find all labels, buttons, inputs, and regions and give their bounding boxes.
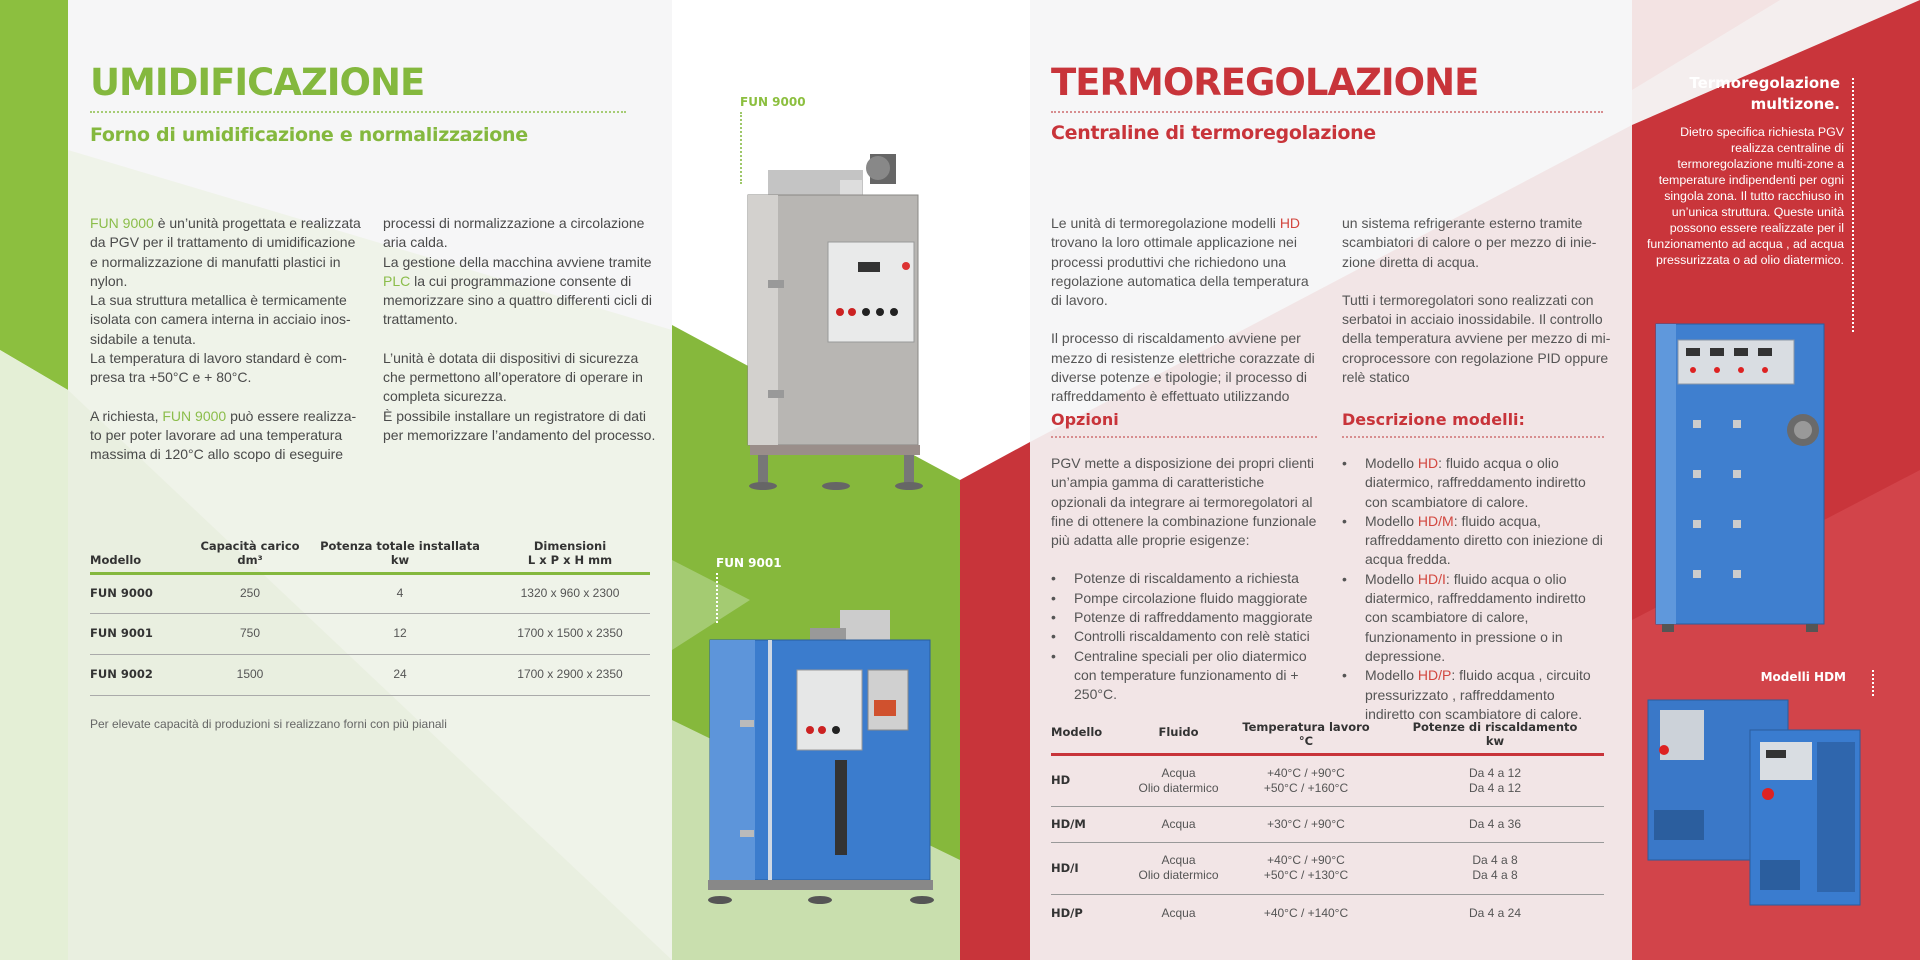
cell: Acqua bbox=[1161, 816, 1196, 831]
paragraph-text: Le unità di termoregolazione modelli bbox=[1051, 215, 1280, 231]
section-divider bbox=[1051, 436, 1317, 438]
intro-column-2 bbox=[383, 214, 658, 445]
opzioni-heading: Opzioni bbox=[1051, 410, 1119, 429]
cell: HD/P bbox=[1051, 905, 1083, 920]
paragraph: La sua struttura metallica è termicamente isolata con camera interna in acciaio inos-sidabile a tenuta. bbox=[90, 292, 351, 347]
section-divider bbox=[1342, 436, 1604, 438]
leader-line bbox=[1852, 78, 1854, 332]
table-row bbox=[1051, 754, 1604, 806]
modelli-list bbox=[1342, 454, 1604, 724]
cell: 1700 x 1500 x 2350 bbox=[517, 626, 623, 640]
paragraph-text: può essere realizza-to per poter lavorare ad una temperatura massima di 120°C allo scopo di eseguire bbox=[90, 407, 357, 463]
opzioni-list bbox=[1051, 569, 1321, 704]
table-row bbox=[90, 654, 650, 695]
list-item: • Controlli riscaldamento con relè statici bbox=[1051, 627, 1321, 646]
model-highlight: HD/M bbox=[1417, 512, 1454, 529]
multizone-description: Dietro specifica richiesta PGV realizza centraline di termoregolazione multi-zone a temperature indipendenti per ogni singola zona. Il tutto racchiuso in un’unica struttura. Queste unità possono essere realizzate per il funzionamento ad acqua , ad acqua pressurizzata o ad olio diatermico. bbox=[1646, 125, 1844, 267]
col-header: Capacità carico dm³ bbox=[200, 538, 300, 567]
item-text: : fluido acqua , circuito pressurizzato , raffreddamento indiretto con scambiatore di calore. bbox=[1365, 667, 1591, 722]
subtitle-termoregolazione: Centraline di termoregolazione bbox=[1051, 122, 1376, 144]
intro-column-1 bbox=[1051, 214, 1317, 407]
list-item bbox=[1342, 512, 1604, 570]
cell: FUN 9000 bbox=[90, 586, 153, 600]
col-header: Fluido bbox=[1158, 724, 1199, 739]
cell: 24 bbox=[393, 667, 407, 681]
intro-column-1 bbox=[90, 214, 362, 465]
item-text: Modello bbox=[1365, 667, 1418, 684]
item-text: : fluido acqua, raffreddamento diretto con iniezione di acqua fredda. bbox=[1365, 512, 1603, 568]
table-header-row bbox=[90, 533, 650, 573]
cell: 1700 x 2900 x 2350 bbox=[517, 667, 623, 681]
paragraph-text: trovano la loro ottimale applicazione nei processi produttivi che richiedono una regolazione automatica della temperatura di lavoro. bbox=[1051, 234, 1309, 309]
list-item: • Pompe circolazione fluido maggiorate bbox=[1051, 589, 1321, 608]
paragraph: PGV mette a disposizione dei propri clienti un’ampia gamma di caratteristiche opzionali da integrare ai termoregolatori al fine di ottenere la combinazione funzionale più adatta alle proprie esigenze: bbox=[1051, 455, 1317, 549]
table-row bbox=[1051, 894, 1604, 932]
footnote: Per elevate capacità di produzioni si realizzano forni con più pianali bbox=[90, 717, 447, 731]
plc-highlight: PLC bbox=[383, 272, 411, 289]
fun-spec-table bbox=[90, 533, 650, 696]
item-text: : fluido acqua o olio diatermico, raffreddamento indiretto con scambiatore di calore, funzionamento in pressione o in depressione. bbox=[1365, 570, 1586, 664]
model-highlight: HD bbox=[1417, 455, 1439, 471]
cell: +30°C / +90°C bbox=[1267, 816, 1345, 831]
table-row bbox=[1051, 842, 1604, 894]
cell: +40°C / +90°C +50°C / +130°C bbox=[1263, 853, 1349, 882]
paragraph: La temperatura di lavoro standard è com-presa tra +50°C e + 80°C. bbox=[90, 350, 347, 386]
hdm-units-image bbox=[1642, 690, 1872, 920]
col-header: Potenza totale installata kw bbox=[320, 538, 480, 567]
cell: 750 bbox=[239, 626, 261, 640]
hd-spec-table bbox=[1051, 716, 1604, 932]
item-text: Modello bbox=[1365, 570, 1418, 587]
paragraph bbox=[383, 253, 658, 330]
cell: HD/I bbox=[1051, 860, 1079, 875]
paragraph: Tutti i termoregolatori sono realizzati con serbatoi in acciaio inossidabile. Il controllo della temperatura avviene per mezzo di mi-croprocessore con regolazione PID oppure relè statico bbox=[1342, 291, 1611, 386]
model-highlight: HD bbox=[1279, 215, 1301, 231]
cell: Da 4 a 36 bbox=[1468, 816, 1522, 831]
cell: 4 bbox=[396, 586, 404, 600]
cell: FUN 9002 bbox=[90, 667, 153, 681]
intro-column-2 bbox=[1342, 214, 1612, 387]
product-label-fun9001: FUN 9001 bbox=[716, 556, 782, 570]
page-title-termoregolazione: TERMOREGOLAZIONE bbox=[1051, 61, 1479, 104]
item-text: : fluido acqua o olio diatermico, raffreddamento indiretto con scambiatore di calore. bbox=[1365, 455, 1586, 510]
col-header: Modello bbox=[1051, 724, 1103, 739]
modelli-hdm-label: Modelli HDM bbox=[1760, 670, 1846, 684]
cell: FUN 9001 bbox=[90, 626, 153, 640]
fun9001-oven-image bbox=[700, 600, 945, 910]
multizone-title: Termoregolazione multizone. bbox=[1689, 74, 1840, 113]
list-item: • Centraline speciali per olio diatermico con temperature funzionamento di + 250°C. bbox=[1051, 647, 1321, 705]
paragraph: Il processo di riscaldamento avviene per mezzo di resistenze elettriche corazzate di diverse potenze e tipologie; il processo di raffreddamento è effettuato utilizzando bbox=[1051, 330, 1315, 405]
table-row bbox=[90, 613, 650, 654]
paragraph: un sistema refrigerante esterno tramite scambiatori di calore o per mezzo di inie-zione diretta di acqua. bbox=[1342, 215, 1597, 270]
title-divider bbox=[90, 111, 626, 113]
title-divider bbox=[1051, 111, 1603, 113]
list-item bbox=[1342, 570, 1604, 666]
cell: Acqua bbox=[1161, 905, 1196, 920]
paragraph bbox=[90, 214, 362, 291]
cell: Da 4 a 8 Da 4 a 8 bbox=[1472, 853, 1518, 882]
col-header: Modello bbox=[90, 552, 142, 567]
cell: Acqua Olio diatermico bbox=[1138, 853, 1219, 882]
cell: 1500 bbox=[236, 667, 264, 681]
table-header-row bbox=[1051, 716, 1604, 754]
cell: HD bbox=[1051, 773, 1071, 787]
model-highlight: HD/P bbox=[1417, 667, 1452, 684]
cell: Da 4 a 24 bbox=[1468, 905, 1522, 920]
paragraph-text: A richiesta, bbox=[90, 407, 163, 424]
model-highlight: HD/I bbox=[1417, 570, 1446, 587]
multizone-unit-image bbox=[1648, 320, 1828, 640]
item-text: Modello bbox=[1365, 512, 1418, 529]
cell: 1320 x 960 x 2300 bbox=[520, 586, 620, 600]
paragraph: È possibile installare un registratore di dati per memorizzare l’andamento del processo. bbox=[383, 407, 656, 443]
paragraph bbox=[90, 407, 362, 465]
paragraph: processi di normalizzazione a circolazione aria calda. bbox=[383, 215, 645, 251]
item-text: Modello bbox=[1365, 455, 1418, 471]
leader-line bbox=[1872, 670, 1874, 696]
cell: +40°C / +90°C +50°C / +160°C bbox=[1263, 765, 1349, 795]
cell: 250 bbox=[239, 586, 261, 600]
cell: 12 bbox=[393, 626, 407, 640]
paragraph-text: è un’unità progettata e realizzata da PGV per il trattamento di umidificazione e normalizzazione di manufatti plastici in nylon. bbox=[90, 215, 361, 289]
list-item: • Potenze di raffreddamento maggiorate bbox=[1051, 608, 1321, 627]
list-item bbox=[1342, 454, 1604, 512]
product-label-fun9000: FUN 9000 bbox=[740, 95, 806, 109]
paragraph-text: La gestione della macchina avviene tramite bbox=[383, 253, 652, 270]
subtitle-umidificazione: Forno di umidificazione e normalizzazione bbox=[90, 124, 528, 146]
paragraph-text: la cui programmazione consente di memorizzare sino a quattro differenti cicli di trattamento. bbox=[383, 272, 652, 328]
cell: Acqua Olio diatermico bbox=[1138, 765, 1219, 795]
col-header: Potenze di riscaldamento kw bbox=[1412, 719, 1578, 748]
col-header: Temperatura lavoro °C bbox=[1242, 719, 1370, 748]
list-item: • Potenze di riscaldamento a richiesta bbox=[1051, 569, 1321, 588]
paragraph bbox=[1051, 214, 1317, 310]
table-row bbox=[90, 573, 650, 613]
product-name: FUN 9000 bbox=[162, 407, 227, 424]
col-header: Dimensioni L x P x H mm bbox=[527, 538, 613, 567]
fun9000-oven-image bbox=[728, 150, 938, 500]
opzioni-text bbox=[1051, 454, 1321, 705]
modelli-heading: Descrizione modelli: bbox=[1342, 410, 1525, 429]
cell: +40°C / +140°C bbox=[1263, 905, 1349, 920]
table-row bbox=[1051, 806, 1604, 842]
cell: Da 4 a 12 Da 4 a 12 bbox=[1468, 765, 1522, 795]
product-name: FUN 9000 bbox=[90, 215, 154, 231]
page-title-umidificazione: UMIDIFICAZIONE bbox=[90, 61, 425, 104]
cell: HD/M bbox=[1051, 816, 1086, 831]
paragraph: L’unità è dotata dii dispositivi di sicurezza che permettono all’operatore di operare in completa sicurezza. bbox=[383, 349, 643, 405]
